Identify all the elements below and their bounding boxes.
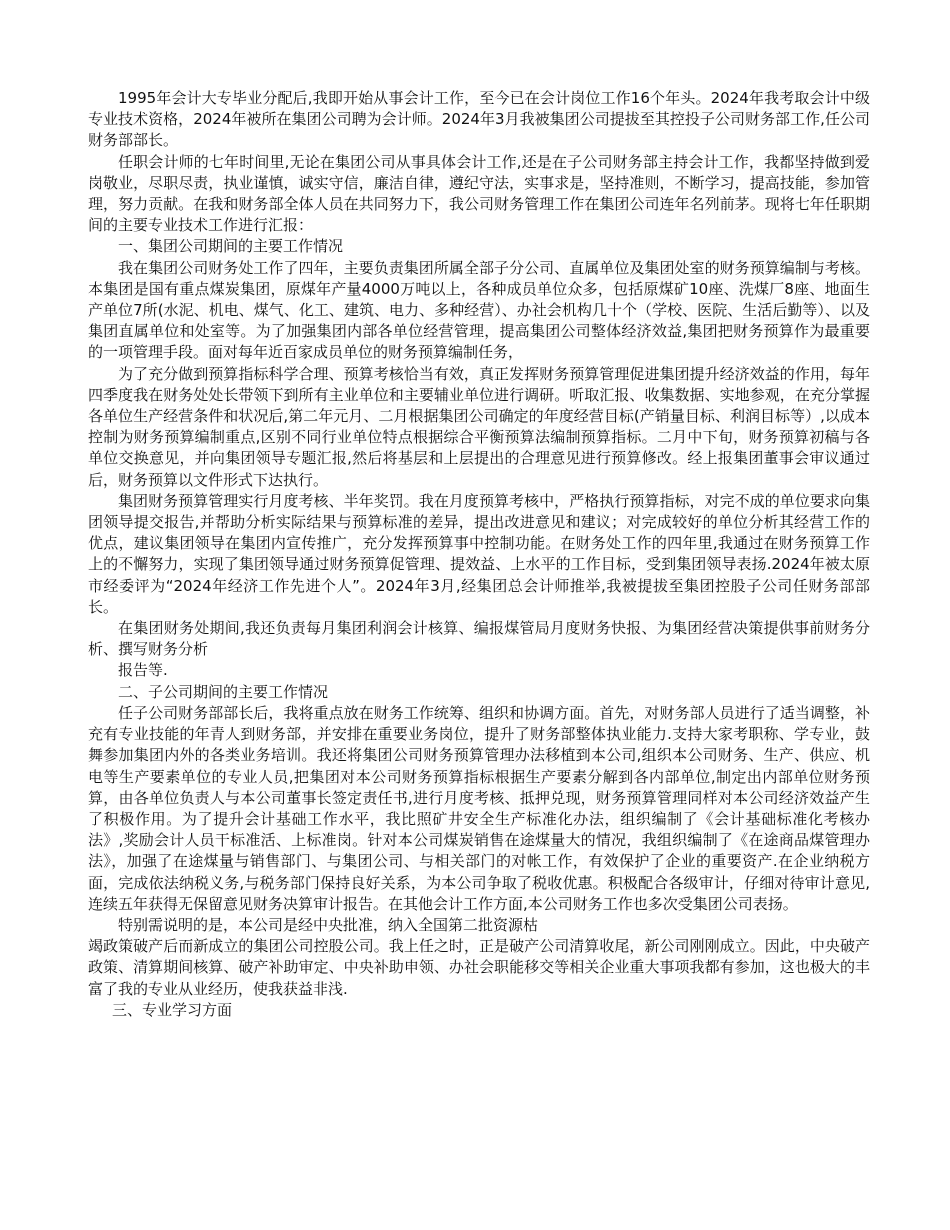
paragraph-special-note: 特别需说明的是，本公司是经中央批准，纳入全国第二批资源枯	[118, 915, 539, 934]
paragraph-other-duties: 在集团财务处期间,我还负责每月集团利润会计核算、编报煤管局月度财务快报、为集团经营决策提供事前财务分析、撰写财务分析	[88, 619, 870, 659]
paragraph-report-continuation: 报告等.	[118, 661, 168, 680]
document-page	[88, 88, 870, 1021]
paragraph-summary: 任职会计师的七年时间里,无论在集团公司从事具体会计工作,还是在子公司财务部主持会计工作，我都坚持做到爱岗敬业，尽职尽责，执业谨慎，诚实守信，廉洁自律，遵纪守法，实事求是，坚持准则，不断学习，提高技能，参加管理，努力贡献。在我和财务部全体人员在共同努力下，我公司财务管理工作在集团公司连年名列前茅。现将七年任职期间的主要专业技术工作进行汇报：	[88, 152, 870, 235]
paragraph-intro: 1995年会计大专毕业分配后,我即开始从事会计工作，至今已在会计岗位工作16个年头。2024年我考取会计中级专业技术资格，2024年被所在集团公司聘为会计师。2024年3月我被集团公司提拔至其控投子公司财务部工作,任公司财务部部长。	[88, 89, 870, 150]
paragraph-subsidiary-work: 任子公司财务部部长后，我将重点放在财务工作统筹、组织和协调方面。首先，对财务部人员进行了适当调整，补充有专业技能的年青人到财务部，并安排在重要业务岗位，提升了财务部整体执业能力.支持大家考职称、学专业，鼓舞参加集团内外的各类业务培训。我还将集团公司财务预算管理办法移植到本公司,组织本公司财务、生产、供应、机电等生产要素单位的专业人员,把集团对本公司财务预算指标根据生产要素分解到各内部单位,制定出内部单位财务预算，由各单位负责人与本公司董事长签定责任书,进行月度考核、抵押兑现，财务预算管理同样对本公司经济效益产生了积极作用。为了提升会计基础工作水平，我比照矿井安全生产标准化办法，组织编制了《会计基础标准化考核办法》,奖励会计人员干标准活、上标准岗。针对本公司煤炭销售在途煤量大的情况，我组织编制了《在途商品煤管理办法》，加强了在途煤量与销售部门、与集团公司、与相关部门的对帐工作，有效保护了企业的重要资产.在企业纳税方面，完成依法纳税义务,与税务部门保持良好关系，为本公司争取了税收优惠。积极配合各级审计，仔细对待审计意见,连续五年获得无保留意见财务决算审计报告。在其他会计工作方面,本公司财务工作也多次受集团公司表扬。	[88, 703, 870, 913]
paragraph-budget-assessment: 集团财务预算管理实行月度考核、半年奖罚。我在月度预算考核中，严格执行预算指标，对完不成的单位要求向集团领导提交报告,并帮助分析实际结果与预算标准的差异，提出改进意见和建议；对完成较好的单位分析其经营工作的优点，建议集团领导在集团内宣传推广，充分发挥预算事中控制功能。在财务处工作的四年里,我通过在财务预算工作上的不懈努力，实现了集团领导通过财务预算促管理、提效益、上水平的工作目标，受到集团领导表扬.2024年被太原市经委评为“2024年经济工作先进个人”。2024年3月,经集团总会计师推举,我被提拔至集团控股子公司任财务部部长。	[88, 491, 870, 616]
paragraph-budget-process: 为了充分做到预算指标科学合理、预算考核恰当有效，真正发挥财务预算管理促进集团提升经济效益的作用，每年四季度我在财务处处长带领下到所有主业单位和主要辅业单位进行调研。听取汇报、收集数据、实地参观，在充分掌握各单位生产经营条件和状况后,第二年元月、二月根据集团公司确定的年度经营目标(产销量目标、利润目标等）,以成本控制为财务预算编制重点,区别不同行业单位特点根据综合平衡预算法编制预算指标。二月中下旬，财务预算初稿与各单位交换意见，并向集团领导专题汇报,然后将基层和上层提出的合理意见进行预算修改。经上报集团董事会审议通过后，财务预算以文件形式下达执行。	[88, 364, 870, 489]
paragraph-group-budget: 我在集团公司财务处工作了四年，主要负责集团所属全部子分公司、直属单位及集团处室的财务预算编制与考核。本集团是国有重点煤炭集团，原煤年产量4000万吨以上，各种成员单位众多，包括原煤矿10座、洗煤厂8座、地面生产单位7所(水泥、机电、煤气、化工、建筑、电力、多种经营）、办社会机构几十个（学校、医院、生活后勤等）、以及集团直属单位和处室等。为了加强集团内部各单位经营管理，提高集团公司整体经济效益,集团把财务预算作为最重要的一项管理手段。面对每年近百家成员单位的财务预算编制任务，	[88, 258, 870, 362]
section-heading-2: 二、子公司期间的主要工作情况	[118, 682, 329, 701]
section-heading-3: 三、专业学习方面	[112, 1000, 233, 1019]
section-heading-1: 一、集团公司期间的主要工作情况	[118, 237, 344, 256]
paragraph-bankruptcy: 竭政策破产后而新成立的集团公司控股公司。我上任之时，正是破产公司清算收尾，新公司刚刚成立。因此，中央破产政策、清算期间核算、破产补助审定、中央补助申领、办社会职能移交等相关企业重大事项我都有参加，这也极大的丰富了我的专业从业经历，使我获益非浅.	[88, 937, 870, 998]
